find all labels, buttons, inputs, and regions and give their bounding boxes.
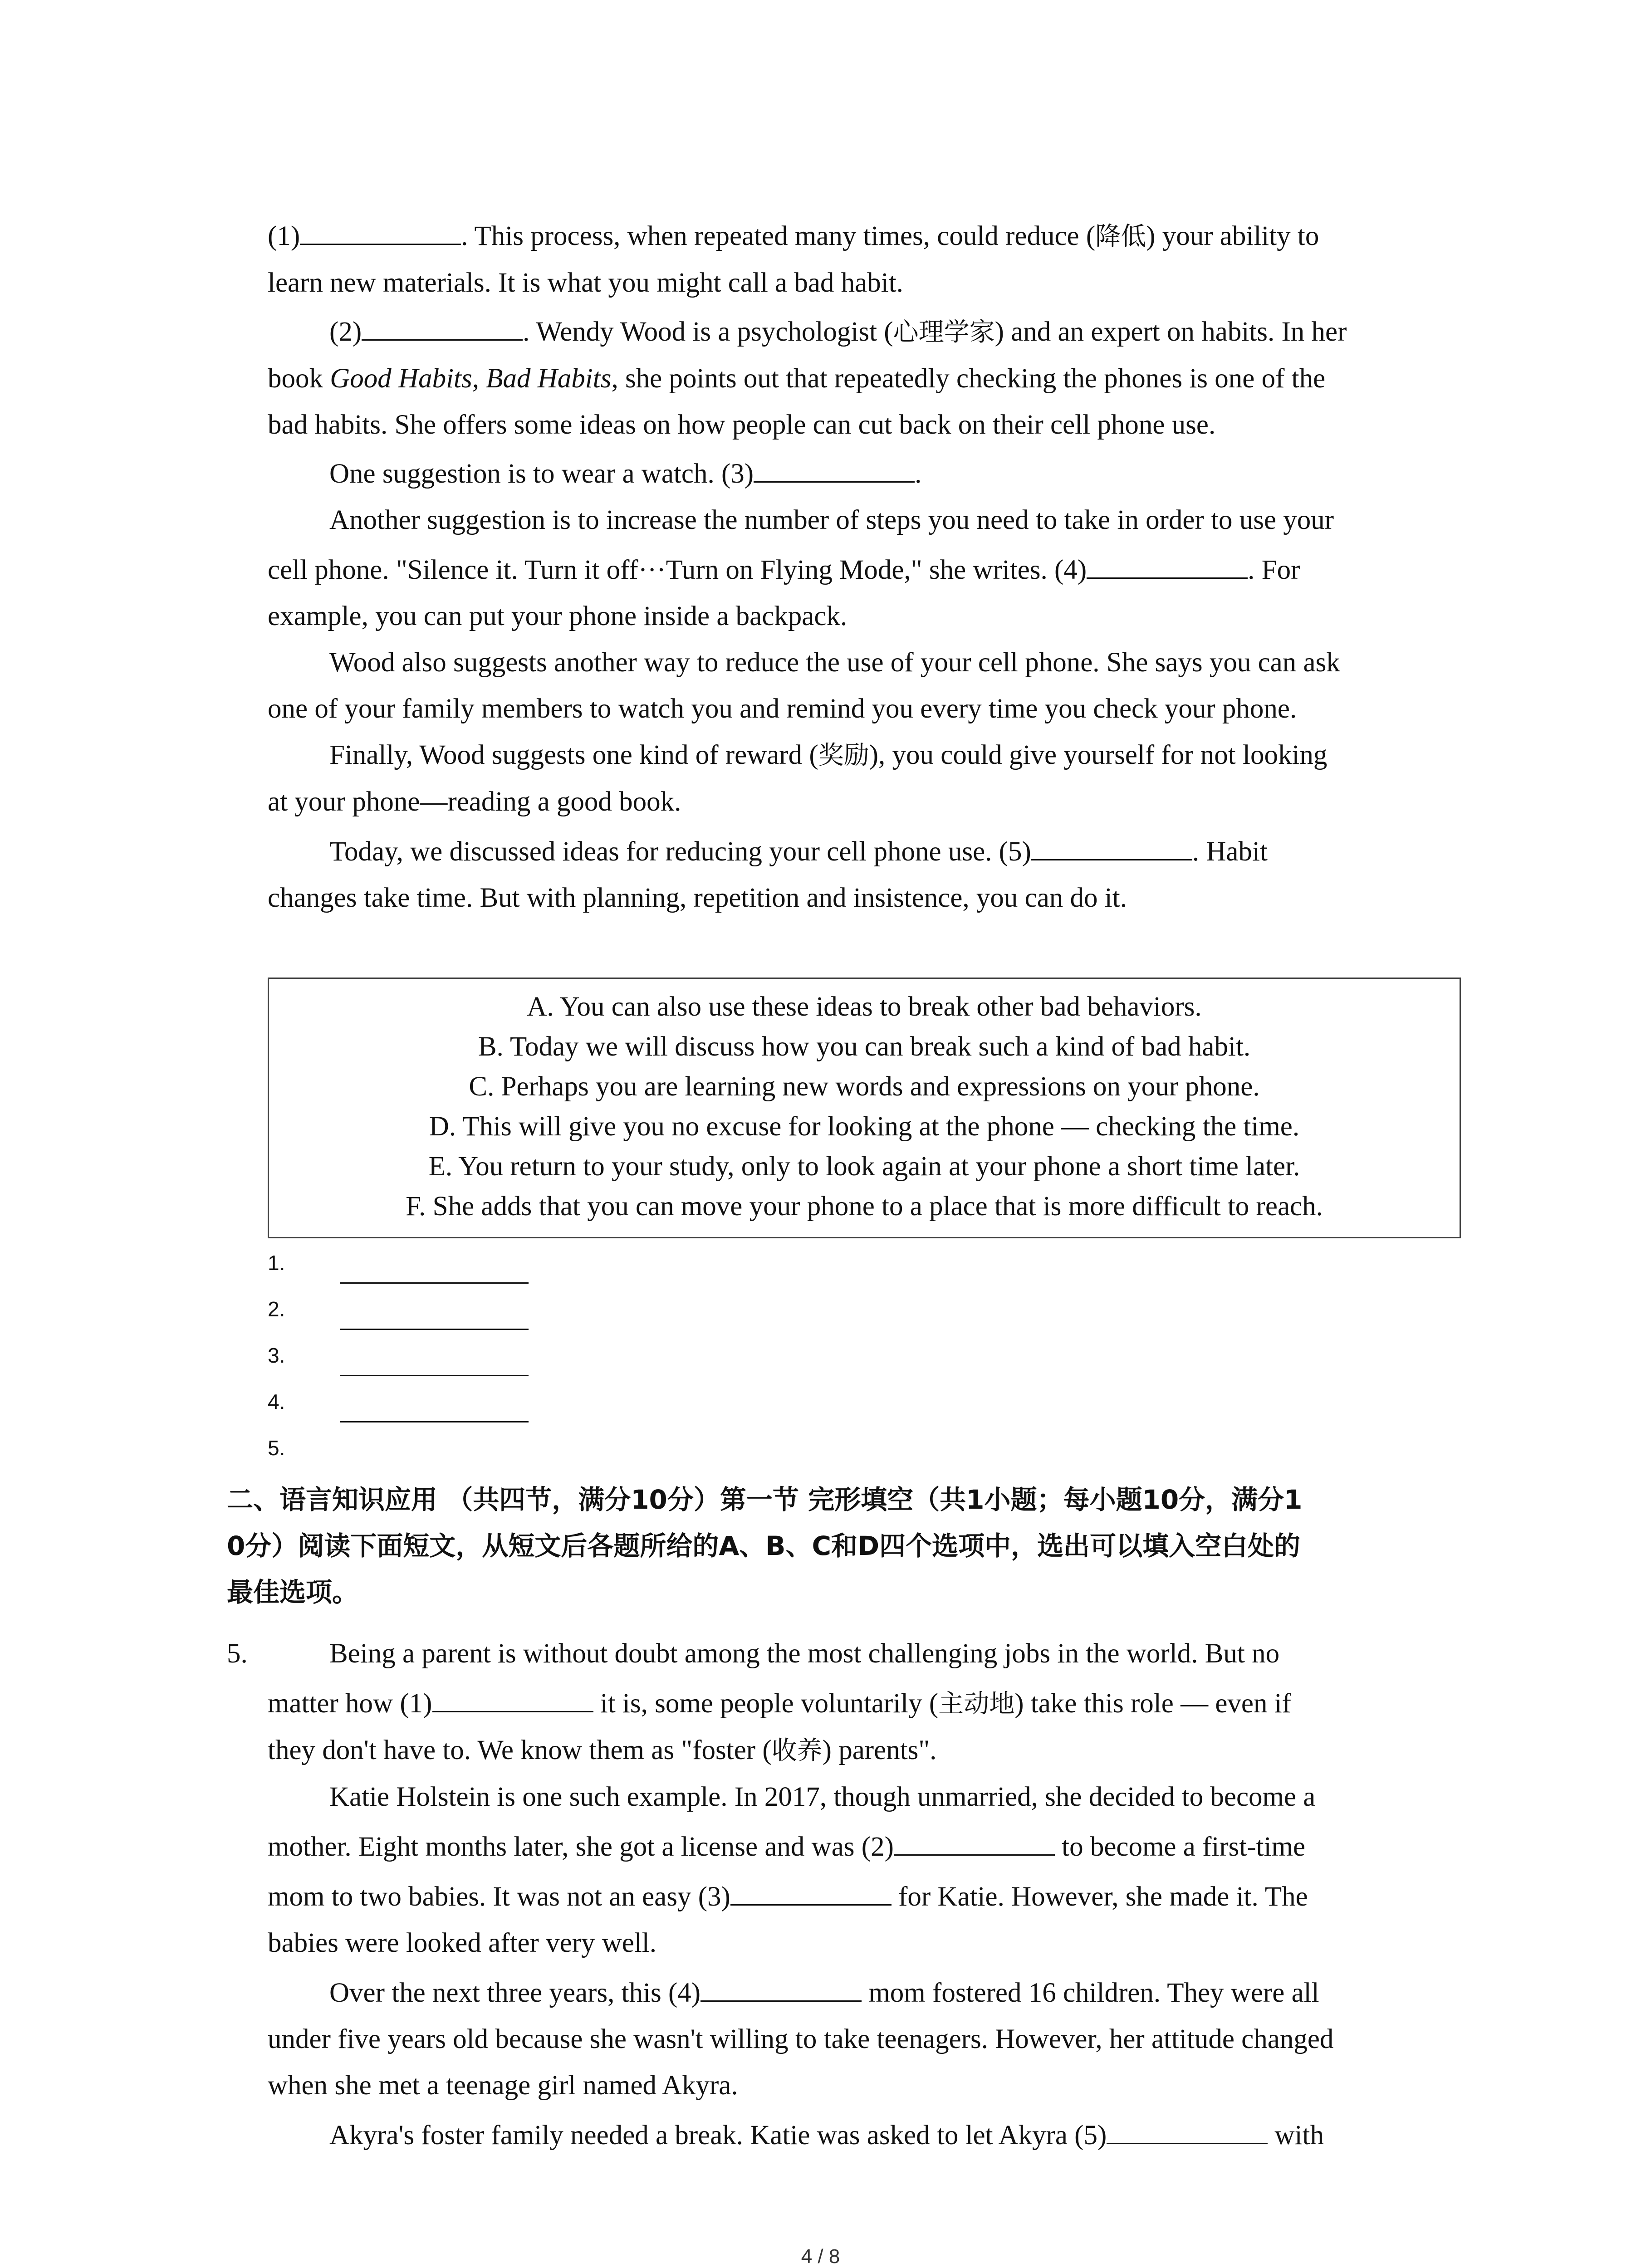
passage-line: example, you can put your phone inside a backpack. <box>268 601 847 631</box>
heading-line: 最佳选项。 <box>227 1577 359 1608</box>
answer-number: 3. <box>268 1344 285 1367</box>
passage-line: one of your family members to watch you and remind you every time you check your phone. <box>268 694 1297 724</box>
passage-line: bad habits. She offers some ideas on how people can cut back on their cell phone use. <box>268 410 1216 440</box>
page-number: 4 / 8 <box>801 2245 840 2268</box>
passage-line: One suggestion is to wear a watch. (3) . <box>329 459 922 489</box>
cloze-blank-1[interactable] <box>432 1687 593 1712</box>
answer-blank-2[interactable] <box>362 316 523 341</box>
passage-line: Being a parent is without doubt among the most challenging jobs in the world. But no <box>329 1638 1280 1669</box>
passage-line: babies were looked after very well. <box>268 1928 657 1958</box>
cloze-passage <box>268 1631 1461 2159</box>
answer-line[interactable] <box>340 1282 529 1284</box>
passage-line: Finally, Wood suggests one kind of reward (奖励), you could give yourself for not looking <box>329 740 1327 770</box>
answer-row <box>268 1291 631 1338</box>
option-b: B. Today we will discuss how you can break such a kind of bad habit. <box>478 1031 1251 1062</box>
passage-line: changes take time. But with planning, repetition and insistence, you can do it. <box>268 883 1127 913</box>
cloze-blank-2[interactable] <box>894 1831 1055 1856</box>
option-d: D. This will give you no excuse for looking at the phone — checking the time. <box>429 1111 1300 1142</box>
answer-line[interactable] <box>340 1329 529 1330</box>
passage-line: matter how (1) it is, some people voluntarily (主动地) take this role — even if <box>268 1688 1291 1719</box>
cloze-blank-5[interactable] <box>1107 2119 1268 2144</box>
heading-line: 二、语言知识应用 （共四节，满分10分）第一节 完形填空（共1小题；每小题10分，满分1 <box>227 1484 1303 1515</box>
answer-line[interactable] <box>340 1375 529 1376</box>
passage-line: at your phone—reading a good book. <box>268 787 681 817</box>
passage-line: (1) . This process, when repeated many times, could reduce (降低) your ability to <box>268 221 1319 251</box>
passage-line: Today, we discussed ideas for reducing your cell phone use. (5) . Habit <box>329 836 1268 867</box>
passage-line: book Good Habits, Bad Habits, she points out that repeatedly checking the phones is one of the <box>268 363 1326 394</box>
answer-number: 1. <box>268 1251 285 1275</box>
answer-row <box>268 1338 631 1384</box>
passage-line: mother. Eight months later, she got a license and was (2) to become a first-time <box>268 1832 1306 1862</box>
passage-line: they don't have to. We know them as "foster (收养) parents". <box>268 1735 937 1765</box>
option-a: A. You can also use these ideas to break other bad behaviors. <box>527 992 1202 1022</box>
passage-line: learn new materials. It is what you might call a bad habit. <box>268 268 903 298</box>
passage-line: when she met a teenage girl named Akyra. <box>268 2070 738 2101</box>
options-box <box>268 978 1461 1238</box>
passage-line: under five years old because she wasn't willing to take teenagers. However, her attitude changed <box>268 2024 1334 2054</box>
passage-line: Katie Holstein is one such example. In 2017, though unmarried, she decided to become a <box>329 1782 1316 1812</box>
answer-number: 2. <box>268 1297 285 1321</box>
answer-number: 4. <box>268 1390 285 1413</box>
question-number: 5. <box>227 1638 248 1669</box>
answer-list <box>268 1245 631 1476</box>
cloze-blank-4[interactable] <box>700 1977 862 2002</box>
answer-row <box>268 1430 631 1476</box>
passage-line: Wood also suggests another way to reduce the use of your cell phone. She says you can ask <box>329 647 1340 678</box>
passage-line: (2) . Wendy Wood is a psychologist (心理学家) and an expert on habits. In her <box>329 317 1347 347</box>
answer-blank-4[interactable] <box>1087 554 1248 579</box>
heading-line: 0分）阅读下面短文，从短文后各题所给的A、B、C和D四个选项中，选出可以填入空白处的 <box>227 1530 1301 1561</box>
book-title: Good Habits, Bad Habits <box>330 363 612 394</box>
passage-line: Akyra's foster family needed a break. Katie was asked to let Akyra (5) with <box>329 2120 1324 2151</box>
option-c: C. Perhaps you are learning new words and expressions on your phone. <box>469 1071 1260 1102</box>
passage-line: mom to two babies. It was not an easy (3) for Katie. However, she made it. The <box>268 1882 1308 1912</box>
section-heading <box>227 1476 1479 1615</box>
answer-blank-1[interactable] <box>300 220 461 245</box>
answer-row <box>268 1245 631 1291</box>
answer-number: 5. <box>268 1436 285 1460</box>
option-f: F. She adds that you can move your phone to a place that is more difficult to reach. <box>406 1191 1323 1222</box>
cloze-blank-3[interactable] <box>730 1881 892 1906</box>
passage-line: Another suggestion is to increase the number of steps you need to take in order to use your <box>329 505 1334 535</box>
answer-line[interactable] <box>340 1421 529 1422</box>
answer-row <box>268 1384 631 1430</box>
passage-line: Over the next three years, this (4) mom fostered 16 children. They were all <box>329 1978 1319 2008</box>
reading-passage <box>268 213 1461 921</box>
answer-blank-3[interactable] <box>754 458 915 483</box>
answer-blank-5[interactable] <box>1031 836 1192 860</box>
passage-line: cell phone. "Silence it. Turn it off···Turn on Flying Mode," she writes. (4) . For <box>268 555 1300 585</box>
option-e: E. You return to your study, only to look again at your phone a short time later. <box>428 1151 1300 1182</box>
